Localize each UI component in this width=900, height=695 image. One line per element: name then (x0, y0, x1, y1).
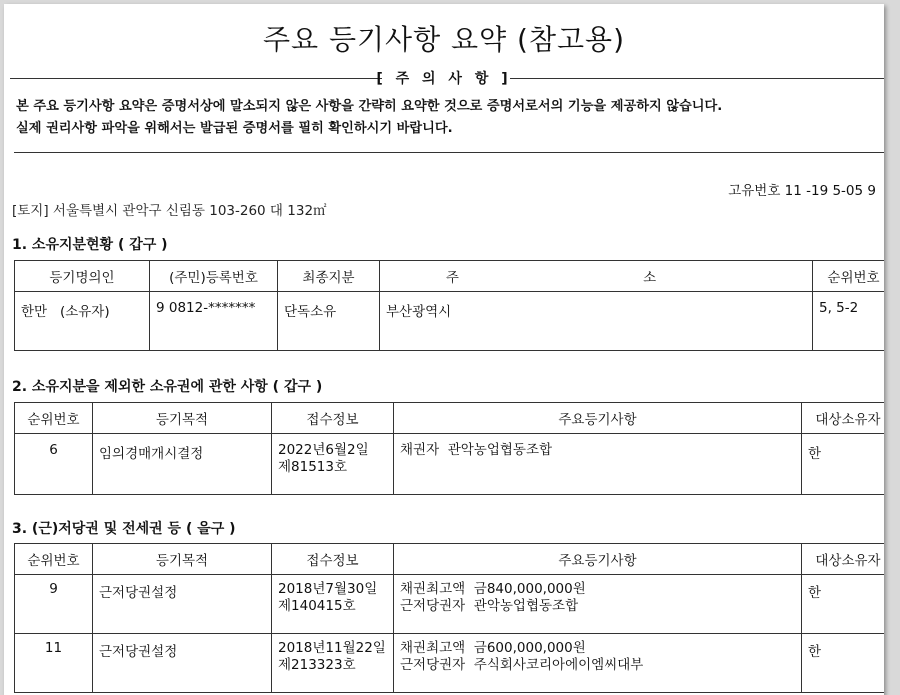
table-row (15, 634, 885, 693)
table-row (15, 292, 885, 351)
table-row (15, 434, 885, 495)
final-share: 단독소유 (278, 292, 380, 351)
document-page (4, 4, 884, 695)
header-cell: 순위번호 (15, 544, 93, 575)
ownership-table (14, 260, 884, 351)
receipt-number: 제213323호 (278, 657, 356, 673)
registration-purpose: 근저당권설정 (93, 575, 272, 634)
receipt-info (272, 575, 394, 634)
header-cell: 순위번호 (15, 403, 93, 434)
main-item-line: 채권최고액 금840,000,000원 (400, 581, 586, 597)
receipt-date: 2018년11월22일 (278, 640, 386, 656)
notice-header (4, 66, 884, 90)
header-cell: 대상소유자 (802, 403, 885, 434)
main-registration-items (394, 575, 802, 634)
notice-body (16, 96, 876, 140)
table-header-row (15, 403, 885, 434)
notice-divider (14, 152, 884, 153)
header-cell: 대상소유자 (802, 544, 885, 575)
rank-number: 11 (15, 634, 93, 693)
header-cell: 등기목적 (93, 403, 272, 434)
receipt-info (272, 434, 394, 495)
owner-name: 한만 (소유자) (15, 292, 150, 351)
table-row (15, 575, 885, 634)
receipt-number: 제81513호 (278, 459, 348, 475)
receipt-info (272, 634, 394, 693)
table-header-row (15, 544, 885, 575)
rank-number: 9 (15, 575, 93, 634)
receipt-date: 2018년7월30일 (278, 581, 378, 597)
rank-number: 5, 5-2 (813, 292, 885, 351)
notice-line-2: 실제 권리사항 파악을 위해서는 발급된 증명서를 필히 확인하시기 바랍니다. (16, 121, 453, 136)
unique-number: 고유번호 11 -19 5-05 9 (728, 183, 876, 199)
document-title: 주요 등기사항 요약 (참고용) (262, 23, 626, 56)
registration-purpose: 근저당권설정 (93, 634, 272, 693)
property-description: [토지] 서울특별시 관악구 신림동 103-260 대 132㎡ (12, 203, 327, 219)
main-registration-items (394, 634, 802, 693)
header-cell: 접수정보 (272, 403, 394, 434)
main-item-line: 근저당권자 주식회사코리아에이엠씨대부 (400, 657, 644, 673)
header-cell: 주 소 (380, 261, 813, 292)
registration-number: 9 0812-******* (150, 292, 278, 351)
main-item-line: 근저당권자 관악농업협동조합 (400, 598, 579, 614)
main-item-line: 채권최고액 금600,000,000원 (400, 640, 586, 656)
section-2-title: 2. 소유지분을 제외한 소유권에 관한 사항 ( 갑구 ) (12, 379, 323, 395)
header-cell: 순위번호 (813, 261, 885, 292)
receipt-date: 2022년6월2일 (278, 442, 369, 458)
target-owner: 한 (802, 434, 885, 495)
header-cell: 접수정보 (272, 544, 394, 575)
main-registration-items (394, 434, 802, 495)
registration-purpose: 임의경매개시결정 (93, 434, 272, 495)
main-item-line: 채권자 관악농업협동조합 (400, 442, 553, 458)
rank-number: 6 (15, 434, 93, 495)
notice-header-label: [ 주 의 사 항 ] (376, 71, 512, 87)
header-cell: 최종지분 (278, 261, 380, 292)
table-header-row (15, 261, 885, 292)
ownership-rights-table (14, 402, 884, 495)
header-cell: 주요등기사항 (394, 403, 802, 434)
section-3-title: 3. (근)저당권 및 전세권 등 ( 을구 ) (12, 521, 236, 537)
receipt-number: 제140415호 (278, 598, 356, 614)
header-cell: 등기명의인 (15, 261, 150, 292)
header-cell: 등기목적 (93, 544, 272, 575)
notice-line-1: 본 주요 등기사항 요약은 증명서상에 말소되지 않은 사항을 간략히 요약한 것으로 증명서로서의 기능을 제공하지 않습니다. (16, 99, 723, 114)
target-owner: 한 (802, 634, 885, 693)
target-owner: 한 (802, 575, 885, 634)
header-cell: (주민)등록번호 (150, 261, 278, 292)
header-cell: 주요등기사항 (394, 544, 802, 575)
owner-address: 부산광역시 (380, 292, 813, 351)
section-1-title: 1. 소유지분현황 ( 갑구 ) (12, 237, 168, 253)
mortgage-table (14, 543, 884, 693)
